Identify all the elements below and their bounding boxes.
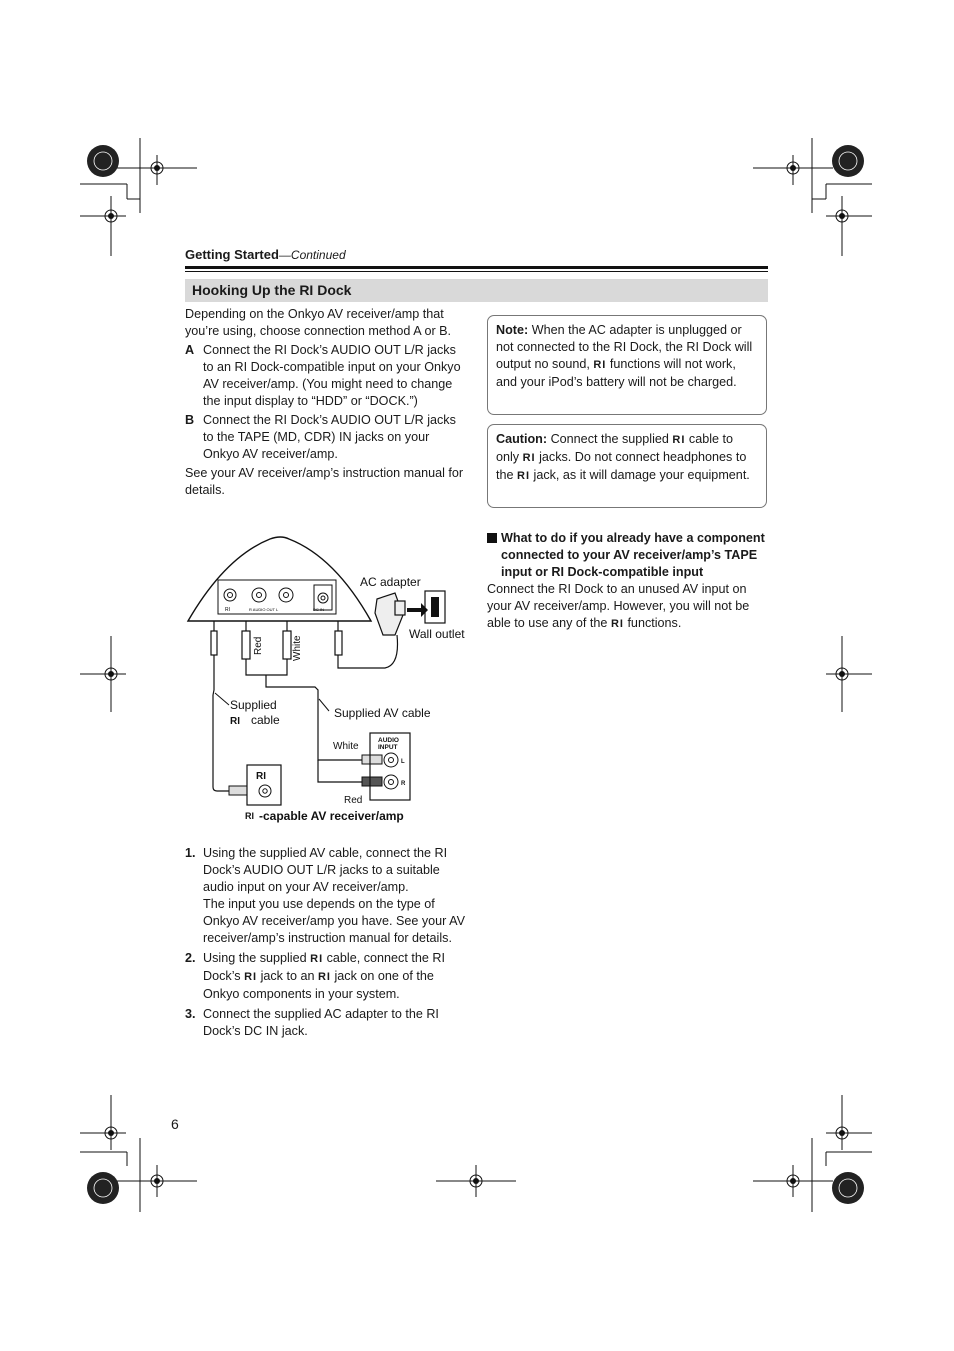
svg-text:RI: RI	[225, 607, 230, 613]
section-title: Hooking Up the RI Dock	[192, 282, 352, 298]
caution-label: Caution:	[496, 432, 548, 446]
subsection-text-b: functions.	[627, 616, 682, 630]
caution-text-a: Connect the supplied	[550, 432, 669, 446]
input-label: INPUT	[378, 744, 398, 751]
page-number: 6	[171, 1116, 179, 1132]
method-a-text: Connect the RI Dock’s AUDIO OUT L/R jacks to an RI Dock-compatible input on your Onkyo AV receiver/amp. (You might need to change the input display to “HDD” or “DOCK.”)	[203, 343, 461, 408]
ri-symbol: RI	[310, 953, 324, 965]
section-heading	[185, 279, 768, 302]
method-a	[185, 342, 467, 410]
svg-text:R AUDIO OUT L: R AUDIO OUT L	[249, 607, 279, 612]
step-1-text2: The input you use depends on the type of Onkyo AV receiver/amp you have. See your AV receiver/amp’s instruction manual for details.	[203, 897, 466, 945]
ri-symbol: RI	[230, 716, 240, 727]
method-b-text: Connect the RI Dock’s AUDIO OUT L/R jacks to the TAPE (MD, CDR) IN jacks on your Onkyo AV receiver/amp.	[203, 413, 456, 461]
caution-text-d: jack, as it will damage your equipment.	[533, 468, 750, 482]
step-2-text-c: jack to an	[260, 969, 315, 983]
note-label: Note:	[496, 323, 529, 337]
header-continued: —Continued	[278, 248, 346, 262]
caution-text-b: cable to only	[496, 432, 734, 464]
subsection	[487, 530, 767, 633]
see-manual-text: See your AV receiver/amp’s instruction manual for details.	[185, 466, 464, 497]
audio-label: AUDIO	[378, 737, 399, 744]
ri-symbol: RI	[672, 434, 686, 446]
ri-receiver-mark: RI	[256, 771, 266, 782]
white-input-label: White	[333, 741, 359, 752]
step-1	[185, 845, 467, 947]
caution-text-c: jacks. Do not connect headphones to the	[496, 450, 747, 482]
white-label: White	[292, 635, 303, 661]
intro-block	[185, 306, 467, 499]
ri-symbol: RI	[317, 971, 331, 983]
square-bullet-icon	[487, 533, 497, 543]
note-box	[487, 315, 767, 415]
step-1-number: 1.	[185, 846, 196, 860]
intro-text: Depending on the Onkyo AV receiver/amp that you’re using, choose connection method A or B.	[185, 307, 452, 338]
ri-symbol: RI	[517, 470, 531, 482]
l-label: L	[401, 759, 405, 765]
header-rule-thin	[185, 271, 768, 272]
note-text-b: functions will not work, and your iPod’s battery will not be charged.	[496, 357, 737, 389]
subsection-text	[487, 581, 767, 633]
wall-outlet-label: Wall outlet	[409, 627, 465, 641]
step-2-text-d: jack on one of the Onkyo components in your system.	[203, 969, 434, 1001]
step-3	[185, 1006, 467, 1040]
ri-symbol: RI	[522, 452, 536, 464]
step-2-text-b: cable, connect the RI Dock’s	[203, 951, 445, 983]
method-b-label: B	[185, 413, 195, 427]
receiver-caption: -capable AV receiver/amp	[259, 809, 404, 823]
running-header	[185, 247, 346, 262]
red-input-label: Red	[344, 795, 363, 806]
svg-text:DC IN: DC IN	[313, 607, 324, 612]
ri-caption-symbol: RI	[245, 811, 254, 821]
r-label: R	[401, 781, 406, 787]
step-3-text: Connect the supplied AC adapter to the RI Dock’s DC IN jack.	[203, 1007, 439, 1038]
header-rule	[185, 266, 768, 269]
supplied-label: Supplied	[230, 698, 277, 712]
header-title: Getting Started	[185, 247, 279, 262]
red-label: Red	[253, 636, 264, 655]
step-3-number: 3.	[185, 1007, 196, 1021]
caution-box	[487, 424, 767, 508]
subsection-text-a: Connect the RI Dock to an unused AV input on your AV receiver/amp. However, you will not be able to use any of the	[487, 582, 750, 630]
subsection-heading	[487, 530, 767, 581]
connection-diagram	[185, 535, 475, 830]
method-b	[185, 412, 467, 463]
subsection-title: What to do if you already have a component connected to your AV receiver/amp’s TAPE input or RI Dock-compatible input	[501, 531, 765, 579]
method-a-label: A	[185, 343, 195, 357]
ri-dock-outline	[188, 537, 371, 621]
ac-adapter-label: AC adapter	[360, 575, 421, 589]
step-2-text-a: Using the supplied	[203, 951, 307, 965]
ri-symbol: RI	[610, 618, 624, 630]
supplied-av-cable-label: Supplied AV cable	[334, 706, 431, 720]
step-2-number: 2.	[185, 951, 196, 965]
ri-symbol: RI	[244, 971, 258, 983]
ri-cable-label: cable	[251, 713, 280, 727]
step-2	[185, 950, 467, 1003]
note-text-a: When the AC adapter is unplugged or not connected to the RI Dock, the RI Dock will output no sound,	[496, 323, 753, 371]
step-1-text: Using the supplied AV cable, connect the RI Dock’s AUDIO OUT L/R jacks to a suitable audio input on your AV receiver/amp.	[203, 846, 448, 894]
ri-symbol: RI	[593, 359, 607, 371]
steps-list	[185, 845, 467, 1040]
